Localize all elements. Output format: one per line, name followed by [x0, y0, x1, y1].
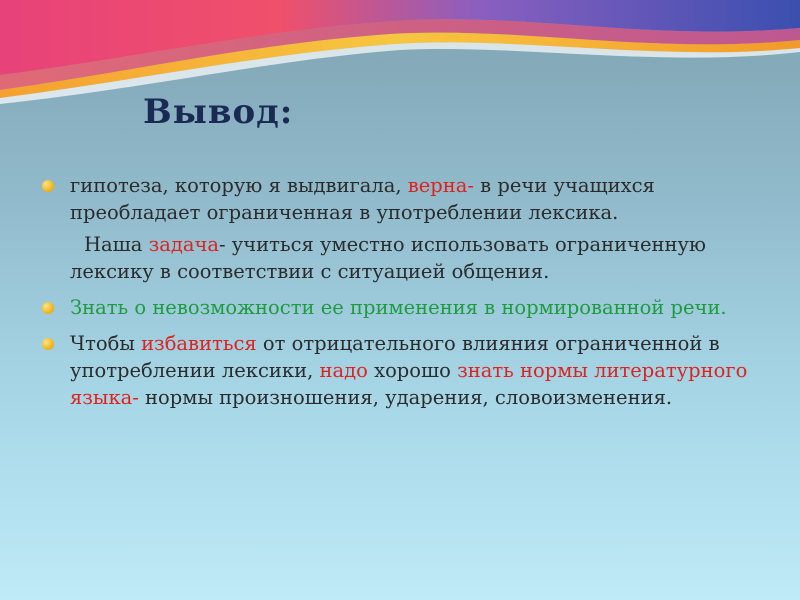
slide-content: [40, 172, 760, 420]
slide-title: Вывод:: [143, 92, 294, 132]
bullet-icon: [42, 302, 54, 314]
text-run: в речи учащихся преобладает ограниченная в употреблении лексика.: [70, 174, 655, 224]
highlight-red: задача: [148, 233, 220, 256]
bullet-icon: [42, 180, 54, 192]
text-run: хорошо: [367, 359, 458, 382]
highlight-red: верна-: [407, 174, 474, 197]
bullet-icon: [42, 338, 54, 350]
highlight-red: знать нормы литературного языка-: [70, 359, 748, 409]
list-item: [40, 330, 760, 411]
decorative-wave-header: [0, 0, 800, 110]
list-item: [40, 172, 760, 226]
text-run: - учиться уместно использовать ограниченную лексику в соответствии с ситуацией общения.: [70, 233, 706, 283]
text-run: от отрицательного влияния ограниченной в употреблении лексики,: [70, 332, 720, 382]
paragraph: [40, 231, 760, 285]
highlight-red: избавиться: [141, 332, 257, 355]
text-run: гипотеза, которую я выдвигала,: [70, 174, 408, 197]
highlight-red: надо: [319, 359, 368, 382]
list-item: [40, 294, 760, 321]
text-run: Чтобы: [70, 332, 142, 355]
text-run: Наша: [84, 233, 149, 256]
highlight-green: Знать о невозможности ее применения в нормированной речи.: [70, 296, 727, 319]
text-run: нормы произношения, ударения, словоизменения.: [138, 386, 673, 409]
